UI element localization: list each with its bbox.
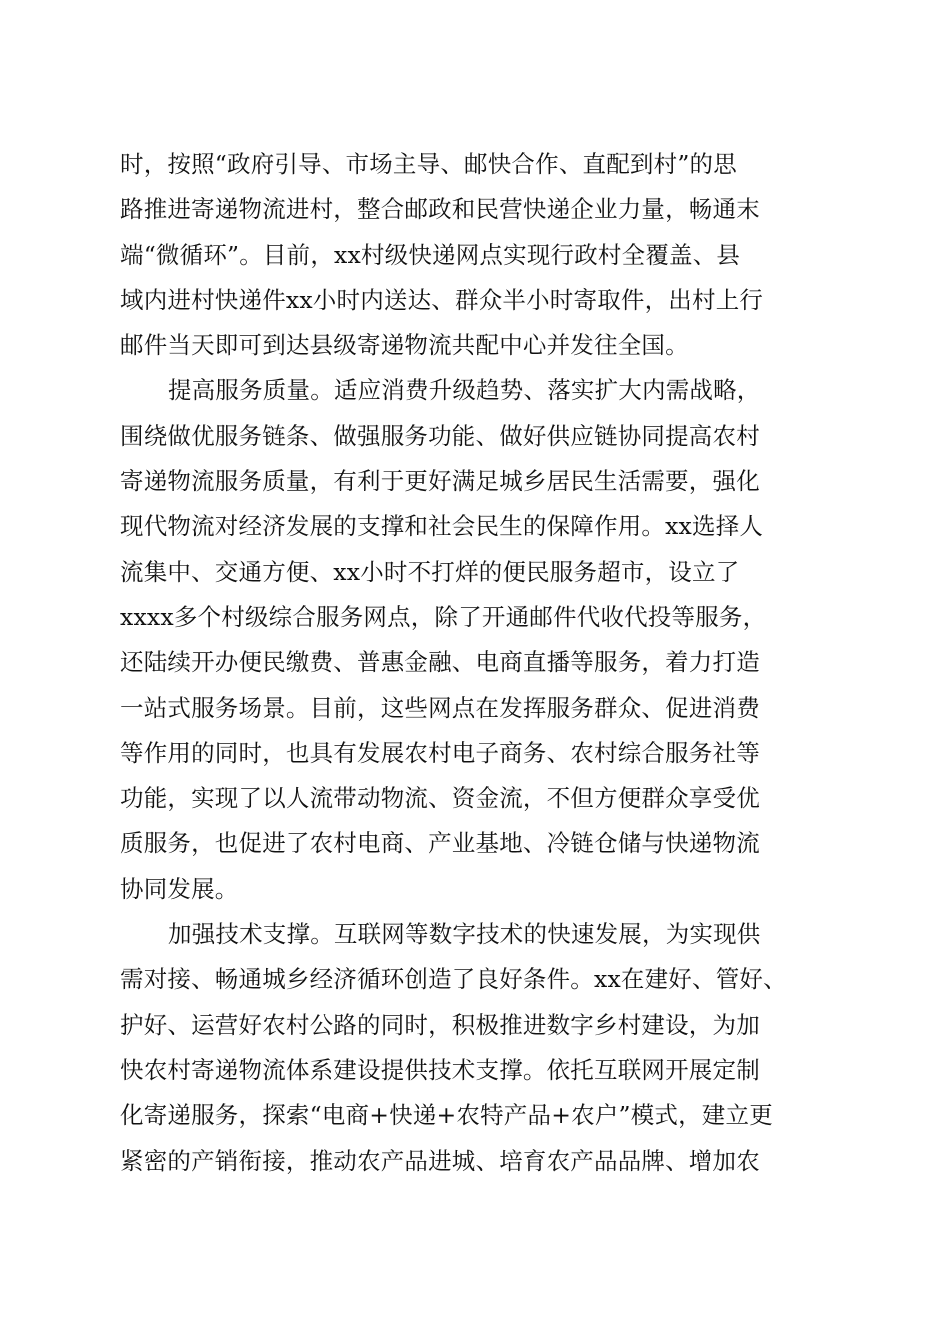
text-line: 快农村寄递物流体系建设提供技术支撑。依托互联网开展定制 (120, 1055, 760, 1084)
text-line: xxxx多个村级综合服务网点，除了开通邮件代收代投等服务， (120, 602, 767, 631)
text-line: 协同发展。 (120, 874, 239, 903)
text-line: 紧密的产销衔接，推动农产品进城、培育农产品品牌、增加农 (120, 1146, 760, 1175)
text-line: 还陆续开办便民缴费、普惠金融、电商直播等服务，着力打造 (120, 648, 760, 677)
text-line: 需对接、畅通城乡经济循环创造了良好条件。xx在建好、管好、 (120, 965, 787, 994)
text-line: 等作用的同时，也具有发展农村电子商务、农村综合服务社等 (120, 738, 760, 767)
text-line: 寄递物流服务质量，有利于更好满足城乡居民生活需要，强化 (120, 467, 760, 496)
text-line: 围绕做优服务链条、做强服务功能、做好供应链协同提高农村 (120, 421, 760, 450)
text-line: 流集中、交通方便、xx小时不打烊的便民服务超市，设立了 (120, 557, 740, 586)
text-line: 一站式服务场景。目前，这些网点在发挥服务群众、促进消费 (120, 693, 760, 722)
text-line: 端“微循环”。目前，xx村级快递网点实现行政村全覆盖、县 (120, 240, 741, 269)
text-line: 时，按照“政府引导、市场主导、邮快合作、直配到村”的思 (120, 150, 737, 178)
document-body (120, 142, 830, 1184)
text-line: 现代物流对经济发展的支撑和社会民生的保障作用。xx选择人 (120, 512, 764, 541)
text-line: 化寄递服务，探索“电商+快递+农特产品+农户”模式，建立更 (120, 1101, 773, 1130)
text-line: 域内进村快递件xx小时内送达、群众半小时寄取件，出村上行 (120, 285, 764, 314)
text-line: 质服务，也促进了农村电商、产业基地、冷链仓储与快递物流 (120, 829, 760, 858)
text-line: 护好、运营好农村公路的同时，积极推进数字乡村建设，为加 (120, 1010, 760, 1039)
text-line: 邮件当天即可到达县级寄递物流共配中心并发往全国。 (120, 331, 689, 360)
paragraph-heading-line: 加强技术支撑。互联网等数字技术的快速发展，为实现供 (168, 920, 761, 949)
text-line: 功能，实现了以人流带动物流、资金流，不但方便群众享受优 (120, 784, 760, 813)
paragraph-heading-line: 提高服务质量。适应消费升级趋势、落实扩大内需战略， (168, 376, 761, 405)
text-line: 路推进寄递物流进村，整合邮政和民营快递企业力量，畅通末 (120, 195, 760, 224)
